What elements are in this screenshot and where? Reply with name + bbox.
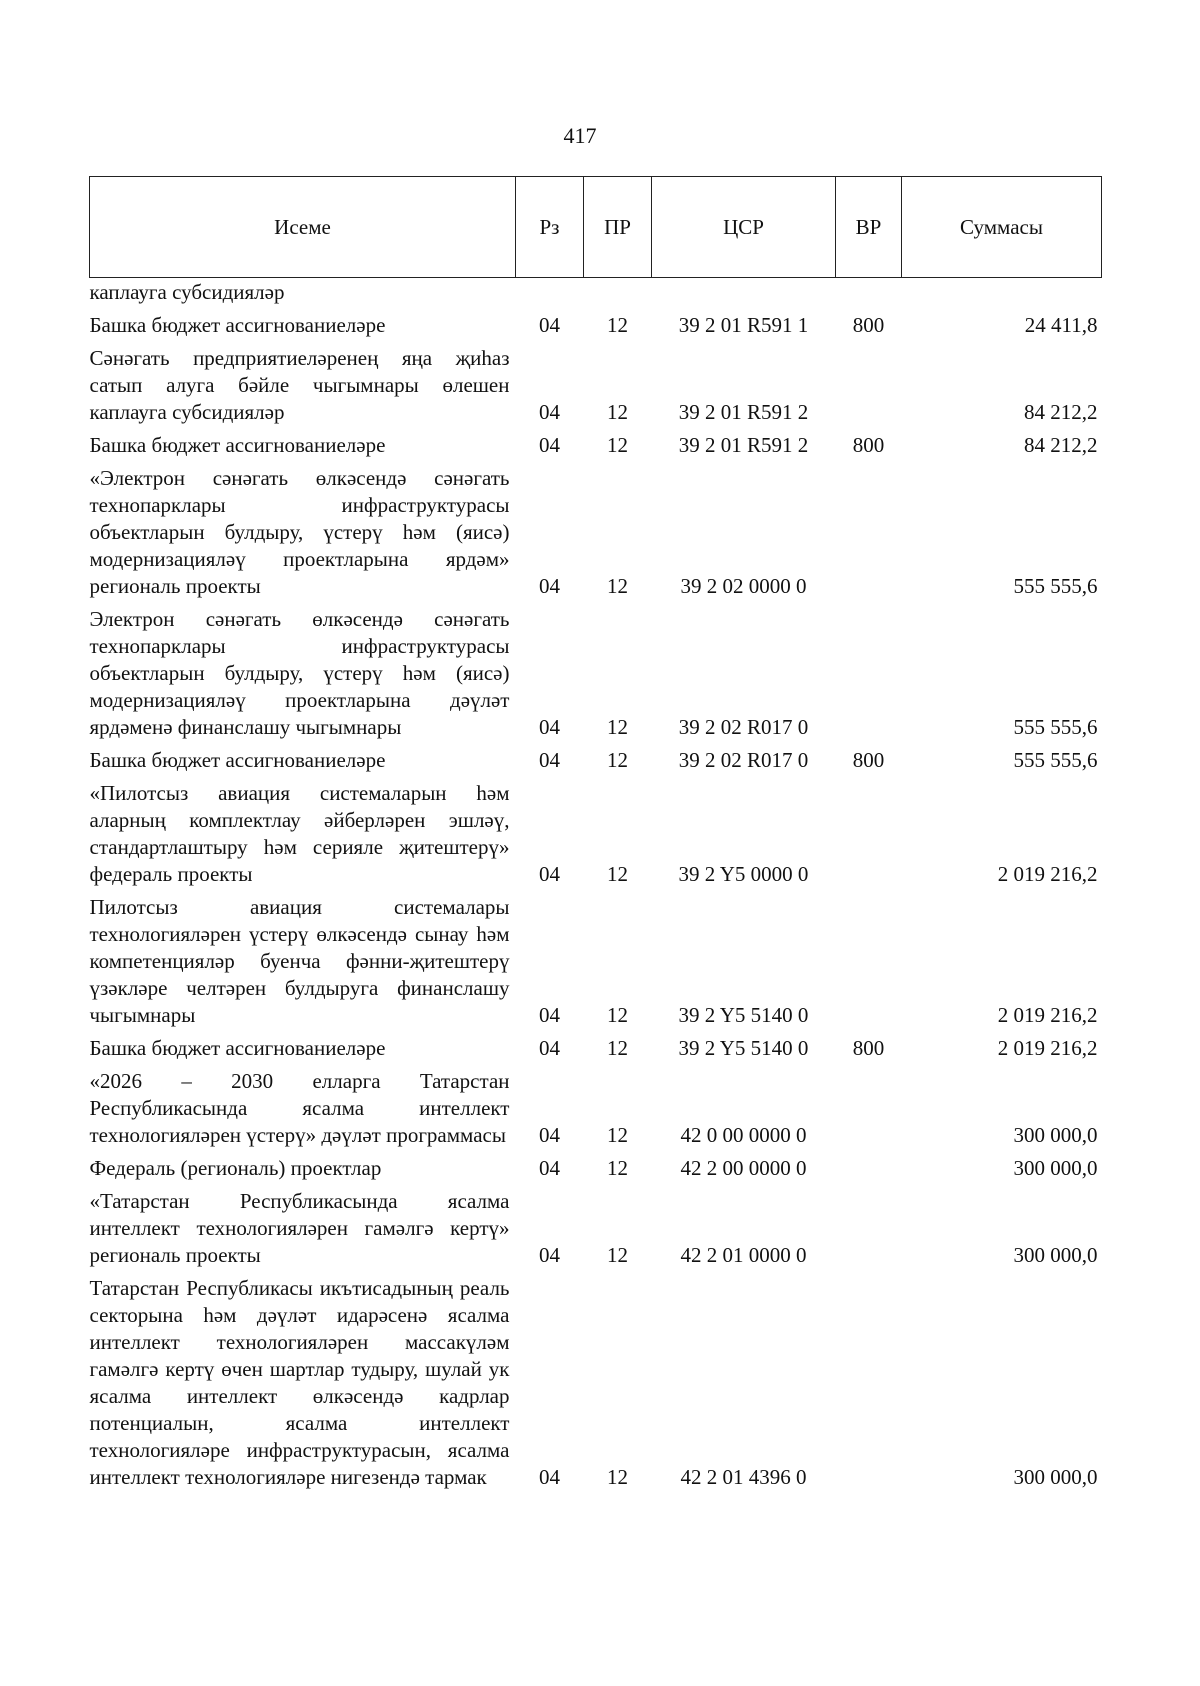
row-sum: 555 555,6 [1013,574,1098,598]
row-rz: 04 [539,748,560,772]
budget-table [89,176,1102,1491]
table-row [90,339,1102,426]
row-vr [836,1062,902,1149]
row-sum: 300 000,0 [1013,1123,1098,1147]
table-row [90,306,1102,339]
row-rz: 04 [539,400,560,424]
table-row [90,1029,1102,1062]
row-sum: 300 000,0 [1013,1465,1098,1489]
row-sum [902,278,1102,307]
row-name: Пилотсыз авиация системалары технологияләрен үстерү өлкәсендә сынау һәм компетенцияләр буенча фәнни-җитештерү үзәкләре челтәрен булдыруга финанслашу чыгымнары [89,895,510,1027]
table-row [90,1182,1102,1269]
row-vr [836,888,902,1029]
table-row [90,888,1102,1029]
row-rz: 04 [539,1465,560,1489]
row-rz: 04 [539,313,560,337]
budget-table-container [89,176,1101,1491]
row-vr: 800 [852,433,885,457]
row-sum: 300 000,0 [1013,1156,1098,1180]
row-pr: 12 [607,1123,628,1147]
row-vr [836,278,902,307]
row-sum: 2 019 216,2 [997,1036,1098,1060]
table-row [90,1269,1102,1491]
row-vr [836,1269,902,1491]
row-sum: 2 019 216,2 [997,1003,1098,1027]
row-rz [516,278,584,307]
row-pr: 12 [607,1036,628,1060]
column-header-vr: ВР [836,177,902,278]
row-csr [652,278,836,307]
row-sum: 2 019 216,2 [997,862,1098,886]
row-name: Электрон сәнәгать өлкәсендә сәнәгать технопарклары инфраструктурасы объектларын булдыру, үстерү һәм (яисә) модернизацияләү проектларына дәүләт ярдәменә финанслашу чыгымнары [89,607,510,739]
row-pr: 12 [607,574,628,598]
column-header-name: Исеме [90,177,516,278]
row-pr: 12 [607,400,628,424]
row-pr: 12 [607,748,628,772]
table-row [90,774,1102,888]
table-row [90,1062,1102,1149]
row-sum: 555 555,6 [1013,748,1098,772]
row-name: Сәнәгать предприятиеләренең яңа җиһаз сатып алуга бәйле чыгымнары өлешен каплауга субсидияләр [89,346,510,424]
row-csr: 39 2 02 R017 0 [678,748,809,772]
row-sum: 84 212,2 [1024,433,1098,457]
row-name: Башка бюджет ассигнованиеләре [89,313,386,337]
row-pr: 12 [607,1003,628,1027]
row-pr [584,278,652,307]
row-csr: 42 0 00 0000 0 [680,1123,807,1147]
column-header-pr: ПР [584,177,652,278]
row-rz: 04 [539,433,560,457]
row-name: «Татарстан Республикасында ясалма интеллект технологияләрен гамәлгә кертү» региональ проекты [89,1189,510,1267]
column-header-csr: ЦСР [652,177,836,278]
row-csr: 39 2 01 R591 2 [678,400,809,424]
row-rz: 04 [539,1123,560,1147]
row-rz: 04 [539,862,560,886]
row-csr: 42 2 01 0000 0 [680,1243,807,1267]
table-row [90,278,1102,307]
row-csr: 42 2 00 0000 0 [680,1156,807,1180]
row-rz: 04 [539,1003,560,1027]
row-csr: 39 2 Y5 5140 0 [678,1036,809,1060]
row-name: «Электрон сәнәгать өлкәсендә сәнәгать технопарклары инфраструктурасы объектларын булдыру, үстерү һәм (яисә) модернизацияләү проектларына ярдәм» региональ проекты [89,466,510,598]
row-csr: 39 2 01 R591 1 [678,313,809,337]
row-vr: 800 [852,1036,885,1060]
row-pr: 12 [607,715,628,739]
row-sum: 555 555,6 [1013,715,1098,739]
row-name: каплауга субсидияләр [89,280,285,304]
row-sum: 300 000,0 [1013,1243,1098,1267]
row-csr: 39 2 02 R017 0 [678,715,809,739]
table-row [90,459,1102,600]
column-header-sum: Суммасы [902,177,1102,278]
row-csr: 39 2 02 0000 0 [680,574,807,598]
row-rz: 04 [539,1036,560,1060]
row-vr: 800 [852,313,885,337]
row-rz: 04 [539,574,560,598]
row-csr: 39 2 Y5 0000 0 [678,862,809,886]
row-csr: 42 2 01 4396 0 [680,1465,807,1489]
row-csr: 39 2 Y5 5140 0 [678,1003,809,1027]
table-header [90,177,1102,278]
table-row [90,1149,1102,1182]
table-row [90,741,1102,774]
row-name: «2026 – 2030 елларга Татарстан Республикасында ясалма интеллект технологияләрен үстерү» дәүләт программасы [89,1069,510,1147]
table-row [90,426,1102,459]
row-name: Башка бюджет ассигнованиеләре [89,748,386,772]
table-row [90,600,1102,741]
row-vr [836,339,902,426]
row-sum: 24 411,8 [1024,313,1098,337]
row-vr [836,600,902,741]
row-sum: 84 212,2 [1024,400,1098,424]
row-name: Татарстан Республикасы икътисадының реаль секторына һәм дәүләт идарәсенә ясалма интеллект технологияләрен массакүләм гамәлгә кертү өчен шартлар тудыру, шулай ук ясалма интеллект өлкәсендә кадрлар потенциалын, ясалма интеллект технологияләре инфраструктурасын, ясалма интеллект технологияләре нигезендә тармак [89,1276,510,1489]
row-vr [836,774,902,888]
row-pr: 12 [607,1243,628,1267]
row-pr: 12 [607,1156,628,1180]
row-vr [836,1149,902,1182]
row-csr: 39 2 01 R591 2 [678,433,809,457]
page-number: 417 [563,123,597,148]
table-body [90,278,1102,1492]
row-rz: 04 [539,1243,560,1267]
row-pr: 12 [607,1465,628,1489]
row-name: Башка бюджет ассигнованиеләре [89,1036,386,1060]
row-name: Федераль (региональ) проектлар [89,1156,382,1180]
row-name: Башка бюджет ассигнованиеләре [89,433,386,457]
row-vr [836,459,902,600]
row-rz: 04 [539,715,560,739]
row-pr: 12 [607,433,628,457]
row-pr: 12 [607,313,628,337]
row-name: «Пилотсыз авиация системаларын һәм аларның комплектлау әйберләрен эшләү, стандартлаштыру һәм серияле җитештерү» федераль проекты [89,781,510,886]
row-vr [836,1182,902,1269]
column-header-rz: Рз [516,177,584,278]
row-vr: 800 [852,748,885,772]
row-pr: 12 [607,862,628,886]
row-rz: 04 [539,1156,560,1180]
